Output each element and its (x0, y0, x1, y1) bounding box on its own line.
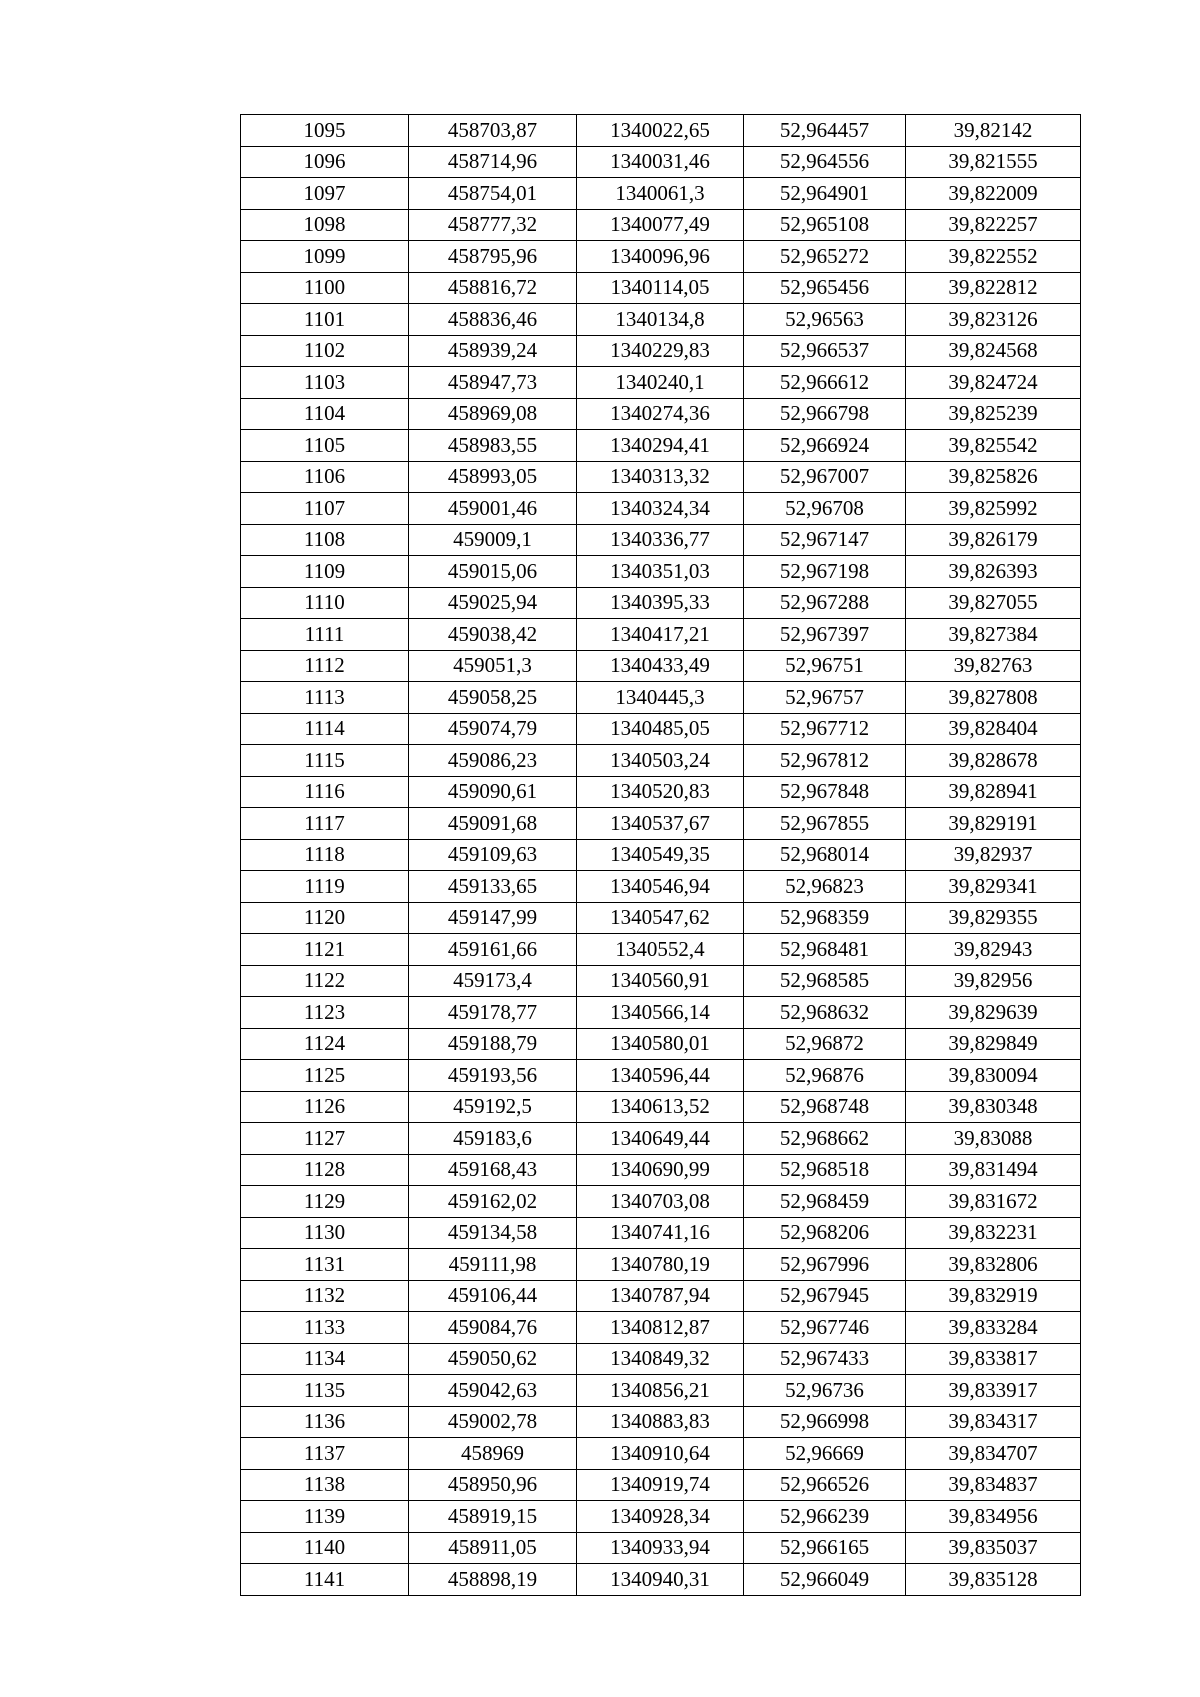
point-number-cell: 1104 (241, 398, 409, 430)
x-coordinate-cell: 458947,73 (409, 367, 577, 399)
x-coordinate-cell: 459091,68 (409, 808, 577, 840)
point-number-cell: 1117 (241, 808, 409, 840)
y-coordinate-cell: 1340649,44 (577, 1123, 744, 1155)
latitude-cell: 52,96708 (744, 493, 906, 525)
y-coordinate-cell: 1340022,65 (577, 115, 744, 147)
longitude-cell: 39,828678 (906, 745, 1081, 777)
point-number-cell: 1130 (241, 1217, 409, 1249)
longitude-cell: 39,833917 (906, 1375, 1081, 1407)
longitude-cell: 39,829341 (906, 871, 1081, 903)
table-row (241, 272, 1081, 304)
point-number-cell: 1098 (241, 209, 409, 241)
table-row (241, 1312, 1081, 1344)
longitude-cell: 39,827055 (906, 587, 1081, 619)
table-row (241, 808, 1081, 840)
longitude-cell: 39,82943 (906, 934, 1081, 966)
latitude-cell: 52,96563 (744, 304, 906, 336)
latitude-cell: 52,964556 (744, 146, 906, 178)
table-row (241, 146, 1081, 178)
latitude-cell: 52,965108 (744, 209, 906, 241)
y-coordinate-cell: 1340580,01 (577, 1028, 744, 1060)
x-coordinate-cell: 459178,77 (409, 997, 577, 1029)
latitude-cell: 52,968014 (744, 839, 906, 871)
x-coordinate-cell: 458950,96 (409, 1469, 577, 1501)
table-row (241, 934, 1081, 966)
y-coordinate-cell: 1340613,52 (577, 1091, 744, 1123)
x-coordinate-cell: 459002,78 (409, 1406, 577, 1438)
table-row (241, 997, 1081, 1029)
table-row (241, 1438, 1081, 1470)
x-coordinate-cell: 459188,79 (409, 1028, 577, 1060)
longitude-cell: 39,826393 (906, 556, 1081, 588)
table-row (241, 619, 1081, 651)
latitude-cell: 52,96669 (744, 1438, 906, 1470)
latitude-cell: 52,966537 (744, 335, 906, 367)
latitude-cell: 52,967855 (744, 808, 906, 840)
table-row (241, 1343, 1081, 1375)
latitude-cell: 52,967746 (744, 1312, 906, 1344)
y-coordinate-cell: 1340061,3 (577, 178, 744, 210)
table-row (241, 1028, 1081, 1060)
longitude-cell: 39,829191 (906, 808, 1081, 840)
x-coordinate-cell: 459009,1 (409, 524, 577, 556)
x-coordinate-cell: 459183,6 (409, 1123, 577, 1155)
table-row (241, 1249, 1081, 1281)
x-coordinate-cell: 458836,46 (409, 304, 577, 336)
x-coordinate-cell: 459038,42 (409, 619, 577, 651)
point-number-cell: 1138 (241, 1469, 409, 1501)
longitude-cell: 39,823126 (906, 304, 1081, 336)
longitude-cell: 39,829849 (906, 1028, 1081, 1060)
longitude-cell: 39,828404 (906, 713, 1081, 745)
x-coordinate-cell: 459090,61 (409, 776, 577, 808)
longitude-cell: 39,831672 (906, 1186, 1081, 1218)
latitude-cell: 52,966526 (744, 1469, 906, 1501)
x-coordinate-cell: 459074,79 (409, 713, 577, 745)
coordinates-table-body (241, 115, 1081, 1596)
point-number-cell: 1102 (241, 335, 409, 367)
longitude-cell: 39,827808 (906, 682, 1081, 714)
y-coordinate-cell: 1340433,49 (577, 650, 744, 682)
latitude-cell: 52,966612 (744, 367, 906, 399)
y-coordinate-cell: 1340031,46 (577, 146, 744, 178)
longitude-cell: 39,835128 (906, 1564, 1081, 1596)
latitude-cell: 52,966239 (744, 1501, 906, 1533)
y-coordinate-cell: 1340096,96 (577, 241, 744, 273)
latitude-cell: 52,967147 (744, 524, 906, 556)
x-coordinate-cell: 459192,5 (409, 1091, 577, 1123)
table-row (241, 839, 1081, 871)
longitude-cell: 39,834837 (906, 1469, 1081, 1501)
latitude-cell: 52,967712 (744, 713, 906, 745)
latitude-cell: 52,968662 (744, 1123, 906, 1155)
point-number-cell: 1120 (241, 902, 409, 934)
table-row (241, 461, 1081, 493)
x-coordinate-cell: 459084,76 (409, 1312, 577, 1344)
latitude-cell: 52,968585 (744, 965, 906, 997)
y-coordinate-cell: 1340077,49 (577, 209, 744, 241)
point-number-cell: 1132 (241, 1280, 409, 1312)
x-coordinate-cell: 458919,15 (409, 1501, 577, 1533)
y-coordinate-cell: 1340274,36 (577, 398, 744, 430)
x-coordinate-cell: 458939,24 (409, 335, 577, 367)
point-number-cell: 1099 (241, 241, 409, 273)
y-coordinate-cell: 1340503,24 (577, 745, 744, 777)
point-number-cell: 1111 (241, 619, 409, 651)
latitude-cell: 52,968481 (744, 934, 906, 966)
latitude-cell: 52,968518 (744, 1154, 906, 1186)
table-row (241, 713, 1081, 745)
y-coordinate-cell: 1340690,99 (577, 1154, 744, 1186)
latitude-cell: 52,964457 (744, 115, 906, 147)
latitude-cell: 52,967945 (744, 1280, 906, 1312)
x-coordinate-cell: 459147,99 (409, 902, 577, 934)
x-coordinate-cell: 459133,65 (409, 871, 577, 903)
point-number-cell: 1101 (241, 304, 409, 336)
latitude-cell: 52,96751 (744, 650, 906, 682)
y-coordinate-cell: 1340485,05 (577, 713, 744, 745)
x-coordinate-cell: 459168,43 (409, 1154, 577, 1186)
y-coordinate-cell: 1340351,03 (577, 556, 744, 588)
x-coordinate-cell: 459025,94 (409, 587, 577, 619)
latitude-cell: 52,96876 (744, 1060, 906, 1092)
y-coordinate-cell: 1340883,83 (577, 1406, 744, 1438)
point-number-cell: 1137 (241, 1438, 409, 1470)
point-number-cell: 1124 (241, 1028, 409, 1060)
y-coordinate-cell: 1340741,16 (577, 1217, 744, 1249)
table-row (241, 241, 1081, 273)
y-coordinate-cell: 1340552,4 (577, 934, 744, 966)
x-coordinate-cell: 459193,56 (409, 1060, 577, 1092)
table-row (241, 745, 1081, 777)
latitude-cell: 52,967996 (744, 1249, 906, 1281)
latitude-cell: 52,968459 (744, 1186, 906, 1218)
point-number-cell: 1107 (241, 493, 409, 525)
x-coordinate-cell: 458993,05 (409, 461, 577, 493)
x-coordinate-cell: 458703,87 (409, 115, 577, 147)
table-row (241, 1217, 1081, 1249)
point-number-cell: 1105 (241, 430, 409, 462)
y-coordinate-cell: 1340780,19 (577, 1249, 744, 1281)
table-row (241, 776, 1081, 808)
x-coordinate-cell: 459109,63 (409, 839, 577, 871)
y-coordinate-cell: 1340549,35 (577, 839, 744, 871)
y-coordinate-cell: 1340134,8 (577, 304, 744, 336)
point-number-cell: 1135 (241, 1375, 409, 1407)
y-coordinate-cell: 1340520,83 (577, 776, 744, 808)
latitude-cell: 52,967397 (744, 619, 906, 651)
latitude-cell: 52,966165 (744, 1532, 906, 1564)
latitude-cell: 52,967812 (744, 745, 906, 777)
longitude-cell: 39,833284 (906, 1312, 1081, 1344)
longitude-cell: 39,82956 (906, 965, 1081, 997)
table-row (241, 1564, 1081, 1596)
y-coordinate-cell: 1340812,87 (577, 1312, 744, 1344)
x-coordinate-cell: 458714,96 (409, 146, 577, 178)
table-row (241, 1469, 1081, 1501)
point-number-cell: 1141 (241, 1564, 409, 1596)
table-row (241, 398, 1081, 430)
point-number-cell: 1096 (241, 146, 409, 178)
table-row (241, 524, 1081, 556)
point-number-cell: 1133 (241, 1312, 409, 1344)
table-row (241, 209, 1081, 241)
longitude-cell: 39,834707 (906, 1438, 1081, 1470)
x-coordinate-cell: 458816,72 (409, 272, 577, 304)
longitude-cell: 39,829639 (906, 997, 1081, 1029)
longitude-cell: 39,827384 (906, 619, 1081, 651)
longitude-cell: 39,821555 (906, 146, 1081, 178)
table-row (241, 682, 1081, 714)
coordinates-table (240, 114, 1081, 1596)
latitude-cell: 52,967433 (744, 1343, 906, 1375)
longitude-cell: 39,825992 (906, 493, 1081, 525)
y-coordinate-cell: 1340596,44 (577, 1060, 744, 1092)
point-number-cell: 1131 (241, 1249, 409, 1281)
longitude-cell: 39,82763 (906, 650, 1081, 682)
point-number-cell: 1108 (241, 524, 409, 556)
y-coordinate-cell: 1340445,3 (577, 682, 744, 714)
latitude-cell: 52,968748 (744, 1091, 906, 1123)
y-coordinate-cell: 1340856,21 (577, 1375, 744, 1407)
longitude-cell: 39,835037 (906, 1532, 1081, 1564)
x-coordinate-cell: 459051,3 (409, 650, 577, 682)
y-coordinate-cell: 1340395,33 (577, 587, 744, 619)
latitude-cell: 52,966998 (744, 1406, 906, 1438)
table-row (241, 430, 1081, 462)
point-number-cell: 1136 (241, 1406, 409, 1438)
point-number-cell: 1122 (241, 965, 409, 997)
table-row (241, 304, 1081, 336)
longitude-cell: 39,832806 (906, 1249, 1081, 1281)
latitude-cell: 52,967007 (744, 461, 906, 493)
latitude-cell: 52,965456 (744, 272, 906, 304)
point-number-cell: 1106 (241, 461, 409, 493)
table-row (241, 115, 1081, 147)
longitude-cell: 39,822009 (906, 178, 1081, 210)
longitude-cell: 39,831494 (906, 1154, 1081, 1186)
x-coordinate-cell: 459162,02 (409, 1186, 577, 1218)
table-row (241, 1280, 1081, 1312)
table-row (241, 1375, 1081, 1407)
latitude-cell: 52,96736 (744, 1375, 906, 1407)
table-row (241, 1091, 1081, 1123)
table-row (241, 367, 1081, 399)
table-row (241, 1123, 1081, 1155)
longitude-cell: 39,828941 (906, 776, 1081, 808)
latitude-cell: 52,966049 (744, 1564, 906, 1596)
point-number-cell: 1126 (241, 1091, 409, 1123)
y-coordinate-cell: 1340928,34 (577, 1501, 744, 1533)
table-row (241, 587, 1081, 619)
longitude-cell: 39,832919 (906, 1280, 1081, 1312)
table-row (241, 1186, 1081, 1218)
longitude-cell: 39,834317 (906, 1406, 1081, 1438)
table-row (241, 1060, 1081, 1092)
table-row (241, 965, 1081, 997)
latitude-cell: 52,966924 (744, 430, 906, 462)
x-coordinate-cell: 458911,05 (409, 1532, 577, 1564)
longitude-cell: 39,829355 (906, 902, 1081, 934)
table-row (241, 1406, 1081, 1438)
point-number-cell: 1113 (241, 682, 409, 714)
table-row (241, 493, 1081, 525)
point-number-cell: 1095 (241, 115, 409, 147)
latitude-cell: 52,968359 (744, 902, 906, 934)
longitude-cell: 39,822552 (906, 241, 1081, 273)
latitude-cell: 52,967288 (744, 587, 906, 619)
longitude-cell: 39,826179 (906, 524, 1081, 556)
y-coordinate-cell: 1340240,1 (577, 367, 744, 399)
longitude-cell: 39,824568 (906, 335, 1081, 367)
point-number-cell: 1121 (241, 934, 409, 966)
y-coordinate-cell: 1340849,32 (577, 1343, 744, 1375)
point-number-cell: 1109 (241, 556, 409, 588)
longitude-cell: 39,822257 (906, 209, 1081, 241)
y-coordinate-cell: 1340933,94 (577, 1532, 744, 1564)
longitude-cell: 39,82142 (906, 115, 1081, 147)
x-coordinate-cell: 458983,55 (409, 430, 577, 462)
table-row (241, 1532, 1081, 1564)
x-coordinate-cell: 459042,63 (409, 1375, 577, 1407)
x-coordinate-cell: 459058,25 (409, 682, 577, 714)
point-number-cell: 1116 (241, 776, 409, 808)
longitude-cell: 39,825542 (906, 430, 1081, 462)
y-coordinate-cell: 1340560,91 (577, 965, 744, 997)
x-coordinate-cell: 458898,19 (409, 1564, 577, 1596)
point-number-cell: 1114 (241, 713, 409, 745)
y-coordinate-cell: 1340294,41 (577, 430, 744, 462)
x-coordinate-cell: 459086,23 (409, 745, 577, 777)
y-coordinate-cell: 1340787,94 (577, 1280, 744, 1312)
table-row (241, 902, 1081, 934)
y-coordinate-cell: 1340910,64 (577, 1438, 744, 1470)
point-number-cell: 1100 (241, 272, 409, 304)
point-number-cell: 1119 (241, 871, 409, 903)
x-coordinate-cell: 458754,01 (409, 178, 577, 210)
point-number-cell: 1115 (241, 745, 409, 777)
point-number-cell: 1125 (241, 1060, 409, 1092)
longitude-cell: 39,83088 (906, 1123, 1081, 1155)
latitude-cell: 52,967848 (744, 776, 906, 808)
table-row (241, 178, 1081, 210)
point-number-cell: 1140 (241, 1532, 409, 1564)
point-number-cell: 1123 (241, 997, 409, 1029)
latitude-cell: 52,96872 (744, 1028, 906, 1060)
latitude-cell: 52,96823 (744, 871, 906, 903)
y-coordinate-cell: 1340114,05 (577, 272, 744, 304)
longitude-cell: 39,833817 (906, 1343, 1081, 1375)
table-row (241, 1154, 1081, 1186)
point-number-cell: 1134 (241, 1343, 409, 1375)
point-number-cell: 1118 (241, 839, 409, 871)
point-number-cell: 1127 (241, 1123, 409, 1155)
table-row (241, 556, 1081, 588)
x-coordinate-cell: 458969 (409, 1438, 577, 1470)
y-coordinate-cell: 1340547,62 (577, 902, 744, 934)
longitude-cell: 39,834956 (906, 1501, 1081, 1533)
longitude-cell: 39,825826 (906, 461, 1081, 493)
longitude-cell: 39,830348 (906, 1091, 1081, 1123)
point-number-cell: 1103 (241, 367, 409, 399)
table-row (241, 871, 1081, 903)
x-coordinate-cell: 459106,44 (409, 1280, 577, 1312)
x-coordinate-cell: 459161,66 (409, 934, 577, 966)
table-row (241, 335, 1081, 367)
y-coordinate-cell: 1340537,67 (577, 808, 744, 840)
y-coordinate-cell: 1340324,34 (577, 493, 744, 525)
y-coordinate-cell: 1340919,74 (577, 1469, 744, 1501)
point-number-cell: 1129 (241, 1186, 409, 1218)
longitude-cell: 39,825239 (906, 398, 1081, 430)
point-number-cell: 1110 (241, 587, 409, 619)
longitude-cell: 39,824724 (906, 367, 1081, 399)
longitude-cell: 39,832231 (906, 1217, 1081, 1249)
latitude-cell: 52,967198 (744, 556, 906, 588)
point-number-cell: 1097 (241, 178, 409, 210)
point-number-cell: 1112 (241, 650, 409, 682)
x-coordinate-cell: 459050,62 (409, 1343, 577, 1375)
x-coordinate-cell: 458969,08 (409, 398, 577, 430)
y-coordinate-cell: 1340703,08 (577, 1186, 744, 1218)
y-coordinate-cell: 1340940,31 (577, 1564, 744, 1596)
latitude-cell: 52,965272 (744, 241, 906, 273)
longitude-cell: 39,830094 (906, 1060, 1081, 1092)
x-coordinate-cell: 458795,96 (409, 241, 577, 273)
y-coordinate-cell: 1340417,21 (577, 619, 744, 651)
point-number-cell: 1128 (241, 1154, 409, 1186)
y-coordinate-cell: 1340313,32 (577, 461, 744, 493)
latitude-cell: 52,966798 (744, 398, 906, 430)
latitude-cell: 52,96757 (744, 682, 906, 714)
x-coordinate-cell: 458777,32 (409, 209, 577, 241)
longitude-cell: 39,822812 (906, 272, 1081, 304)
x-coordinate-cell: 459111,98 (409, 1249, 577, 1281)
y-coordinate-cell: 1340546,94 (577, 871, 744, 903)
y-coordinate-cell: 1340229,83 (577, 335, 744, 367)
latitude-cell: 52,968206 (744, 1217, 906, 1249)
table-row (241, 1501, 1081, 1533)
x-coordinate-cell: 459134,58 (409, 1217, 577, 1249)
x-coordinate-cell: 459015,06 (409, 556, 577, 588)
y-coordinate-cell: 1340566,14 (577, 997, 744, 1029)
x-coordinate-cell: 459173,4 (409, 965, 577, 997)
longitude-cell: 39,82937 (906, 839, 1081, 871)
y-coordinate-cell: 1340336,77 (577, 524, 744, 556)
latitude-cell: 52,964901 (744, 178, 906, 210)
latitude-cell: 52,968632 (744, 997, 906, 1029)
table-row (241, 650, 1081, 682)
point-number-cell: 1139 (241, 1501, 409, 1533)
x-coordinate-cell: 459001,46 (409, 493, 577, 525)
